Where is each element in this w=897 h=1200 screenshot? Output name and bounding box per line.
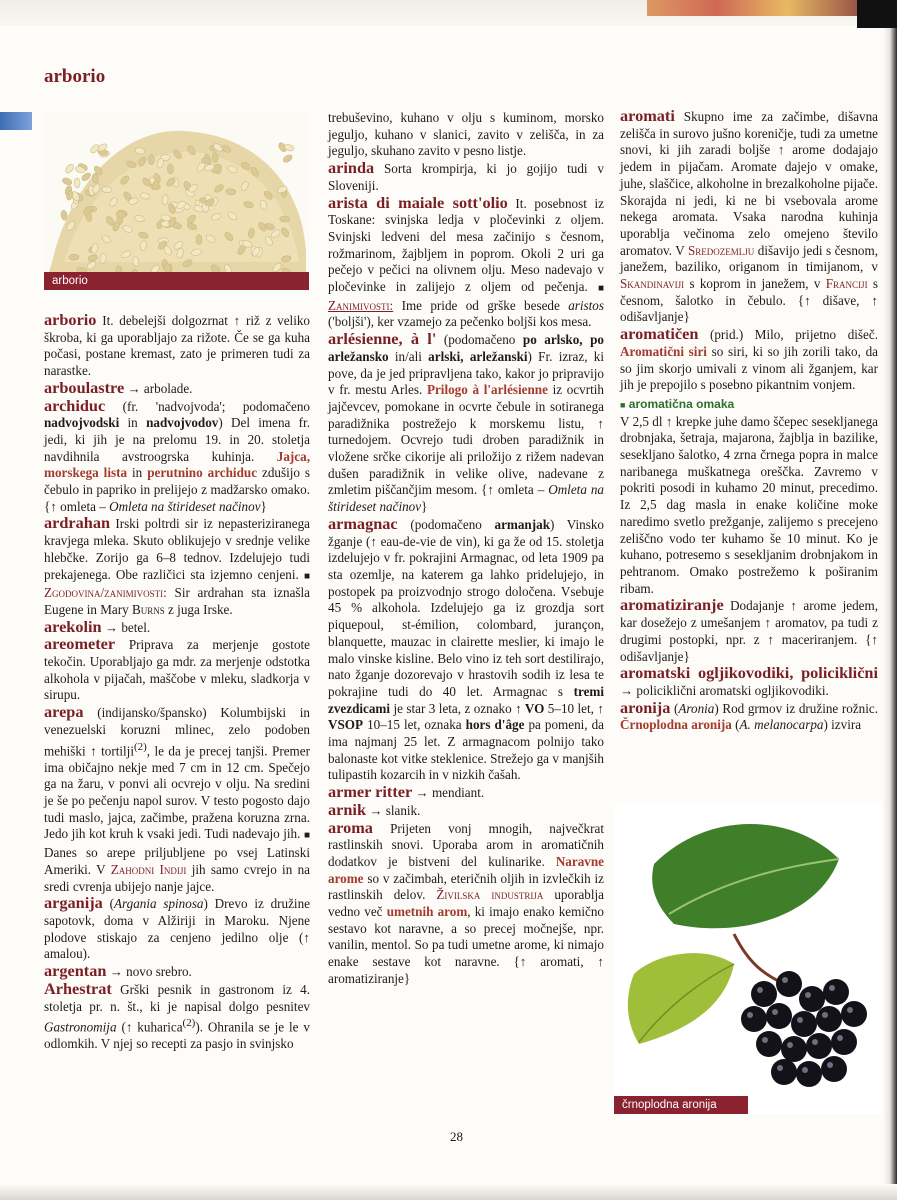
headword: arepa xyxy=(44,702,84,722)
berry-highlight xyxy=(762,1037,768,1043)
definition-text: z juga Irske. xyxy=(168,601,233,617)
region-name: Franciji xyxy=(825,276,868,292)
definition: Dodajanje ↑ arome jedem, kar dosežejo z umešanjem ↑ aromatov, pa tudi z drugimi postopki, npr. z ↑ maceriranjem. {↑ odišavljanje} xyxy=(620,598,878,664)
italic-word: aristos xyxy=(568,297,604,313)
berry-highlight xyxy=(847,1007,853,1013)
aronia-caption: črnoplodna aronija xyxy=(614,1096,748,1114)
entry-arhestrat xyxy=(44,978,310,1053)
definition-text: pa pomeni, da ima najmanj 25 let. Z armagnacom polnijo tako balonaste kot vitke steklenice. Strežejo ga v manjših tulipastih kozarcih in v nizkih čašah. xyxy=(328,717,604,783)
definition-text: je star 3 leta, z oznako xyxy=(393,700,512,716)
entry-areometer xyxy=(44,636,310,704)
headword: aroma xyxy=(328,817,373,837)
berry-highlight xyxy=(747,1012,753,1018)
section-title: arborio xyxy=(44,66,106,87)
rice-grain xyxy=(212,153,218,163)
definition-text: uporablja vedno več xyxy=(328,887,604,920)
region-name: Sredozemlju xyxy=(688,242,755,258)
headword: arborio xyxy=(44,310,97,329)
berry xyxy=(756,1031,782,1057)
italic-title: Omleta na štirideset načinov xyxy=(109,498,261,514)
berry xyxy=(799,986,825,1012)
definition-text: Grški pesnik in gastronom iz 4. stoletja pr. n. št., ki je napisal dolgo pesnitev xyxy=(44,981,310,1014)
scan-adjacent-photo-strip xyxy=(647,0,857,16)
definition-text: so siri, ki so jih zorili tako, da so jim skorjo umivali z vinom ali žganjem, kar jih je prepojilo s posebno pikantnim vonjem. xyxy=(620,343,878,393)
italic-title: Gastronomija xyxy=(44,1019,117,1035)
berry xyxy=(806,1033,832,1059)
column-2 xyxy=(328,110,604,988)
latin-name: Argania spinosa xyxy=(113,896,204,912)
recipe-title: aromatična omaka xyxy=(628,396,735,411)
headword: arlésienne, à l' xyxy=(328,329,437,349)
berry xyxy=(816,1006,842,1032)
headword: aromatski ogljikovodiki, policiklični xyxy=(620,663,878,683)
berry-highlight xyxy=(822,1012,828,1018)
chokeberry-photo xyxy=(614,804,882,1114)
bold-term: hors d'âge xyxy=(465,717,525,733)
bold-term: po arlsko, po arležansko xyxy=(328,332,604,364)
definition-text: ) Fr. izraz, ki pove, da je jed pripravljena tako, kakor jo pripravijo v fr. mestu Arles. xyxy=(328,348,604,398)
arborio-rice-photo xyxy=(44,112,309,290)
entry-armagnac xyxy=(328,513,604,784)
berry xyxy=(766,1003,792,1029)
headword: armer ritter xyxy=(328,782,413,802)
definition-text: Sir ardrahan sta iznašla Eugene in Mary xyxy=(44,585,310,617)
page-number: 28 xyxy=(450,1129,463,1144)
recipe-heading xyxy=(620,396,878,414)
definition-text: (indijansko/špansko) Kolumbijski in venezuelski koruzni mlinec, zelo podoben mehiški ↑ tortilji xyxy=(44,705,310,758)
headword: arinda xyxy=(328,158,375,178)
definition-text: trebuševino, kuhano v olju s kuminom, morsko jeguljo, kuhano v slanici, zavito v zelišča, in za jeguljo, skuhano zavito v pesno listje. xyxy=(328,110,604,159)
headword: arboulastre xyxy=(44,377,125,397)
entry-aroma xyxy=(328,817,604,988)
definition-text: 10–15 let, oznaka xyxy=(367,717,462,733)
superscript: (2) xyxy=(133,740,147,753)
emphasis-term: umetnih arom xyxy=(386,904,468,920)
bold-term: nadvojvodski xyxy=(44,415,120,431)
definition-text: ) izvira xyxy=(823,717,862,733)
column-1 xyxy=(44,312,310,1053)
bullet-marker: ■ xyxy=(303,830,310,842)
definition-text: Irski poltrdi sir iz nepasteriziranega kravjega mleka. Skuto oblikujejo v srednje velike hlebčke. Zorijo ga 6–8 tednov. Izdelujejo tudi prekajenega. Obe različici sta izjemno cenjeni. xyxy=(44,516,310,582)
headword: areometer xyxy=(44,634,116,654)
region-name: Skandinaviji xyxy=(620,276,685,292)
chokeberry-illustration xyxy=(614,804,882,1114)
scan-right-edge xyxy=(883,28,897,1200)
berry-highlight xyxy=(787,1042,793,1048)
cross-reference: → policiklični aromatski ogljikovodiki. xyxy=(620,682,829,698)
definition-text: ) Drevo iz družine sapotovk, doma v Alžiriji in Maroku. Njene plodove stiskajo za cenjeno jedilno olje (↑ amalou). xyxy=(44,896,310,962)
berry xyxy=(823,979,849,1005)
entry-aromati xyxy=(620,108,878,326)
bullet-marker: ■ xyxy=(303,570,310,582)
bullet-marker: ■ xyxy=(597,283,604,295)
berry-highlight xyxy=(782,977,788,983)
scan-bottom-edge xyxy=(0,1184,897,1200)
berry xyxy=(791,1011,817,1037)
berry-highlight xyxy=(827,1062,833,1068)
recipe-body: V 2,5 dl ↑ krepke juhe damo ščepec sesekljanega drobnjaka, šetraja, majarona, žajblja in bazilike, sesekljano šalotko, 4 zrna črnega popra in malce naribanega muškatnega oreščka. Zavremo v pokriti posodi in kuhamo 20 minut, precedimo. Iz 2,5 dag masla in enake količine moke naredimo svetlo prežganje, zalijemo s precejeno zeliščno vodo ter kuhamo še 10 minut. Ko je kuhano, potresemo s sesekljanim drobnjakom in pehtranom. Omako postrežemo k poširanim ribam. xyxy=(620,413,878,596)
column-3 xyxy=(620,108,878,734)
rice-grain xyxy=(148,155,155,165)
cross-reference: → slanik. xyxy=(369,802,421,818)
recipe-marker: ■ xyxy=(620,399,626,410)
definition-text: ) Vinsko žganje (↑ eau-de-vie de vin), ki ga že od 15. stoletja izdelujejo v fr. pokrajini Armagnac, od leta 1909 pa sta ozemlje, na katerem ga lahko pridelujejo, in postopek pa proizvodnjo strogo določena. Vsebuje 45 % alkohola. Izdelujejo ga iz grozdja sort piquepoul, st-émilion, colombard, jurançon, blanquette, mauzac in clairette meslier, ki imajo le malo vinske kisline. Belo vino iz teh sort destilirajo, nato žganje dozorevajo v hrastovih sodih iz lesa te pokrajine tudi do 40 let. Armagnac s xyxy=(328,516,604,699)
entry-arlesienne xyxy=(328,331,604,516)
scan-corner-shadow xyxy=(857,0,897,28)
arborio-caption: arborio xyxy=(44,272,309,290)
berry-highlight xyxy=(772,1009,778,1015)
superscript: (2) xyxy=(182,1017,196,1030)
bold-term: nadvojvodov xyxy=(146,415,219,431)
definition: Priprava za merjenje gostote tekočin. Uporabljajo ga mdr. za merjenje odstotka alkohola v pijačah, maščobe v mleku, sladkorja v sirupu. xyxy=(44,637,310,703)
berry-highlight xyxy=(829,985,835,991)
definition-text: ( xyxy=(735,717,740,733)
berry-highlight xyxy=(837,1035,843,1041)
headword: aromatiziranje xyxy=(620,595,724,615)
latin-name: Aronia xyxy=(678,700,715,716)
definition-text: (podomačeno xyxy=(443,332,516,348)
definition-text: (↑ kuharica xyxy=(121,1019,183,1035)
berry-highlight xyxy=(757,987,763,993)
headword: aromatičen xyxy=(620,324,699,344)
definition-text: so v začimbah, eteričnih oljih in izvlečkih iz rastlinskih delov. xyxy=(328,870,604,903)
emphasis-term: Naravne arome xyxy=(328,853,604,886)
bold-term: armanjak xyxy=(494,516,550,532)
headword: aromati xyxy=(620,106,675,125)
entry-arista xyxy=(328,192,604,332)
berry xyxy=(741,1006,767,1032)
definition-text: It. posebnost iz Toskane: svinjska ledja v pločevinki z oljem. Svinjski ledveni del mesa začinijo s česnom, rožmarinom, žajbljem in poprom. Okoli 2 uri ga pečejo v pečici na olivnem olju. Meso nadevajo v pločevinke in zalijejo z oljem od pečenja. xyxy=(328,195,604,295)
berry xyxy=(751,981,777,1007)
industry-label: Živilska industrija xyxy=(436,887,544,903)
definition-text: (fr. 'nadvojvoda'; podomačeno xyxy=(122,398,310,414)
berry xyxy=(781,1036,807,1062)
entry-arborio xyxy=(44,312,310,380)
bold-term: ↑ VSOP xyxy=(328,700,604,733)
rice-grain xyxy=(167,164,174,174)
cross-reference: → betel. xyxy=(104,619,151,635)
definition-text: s česnom, šalotko in čebulo. {↑ dišave, ↑ odišavljanje} xyxy=(620,276,878,325)
definition-text: ) Del imena fr. jedi, ki jih je na prelomu 19. in 20. stoletja navdihnila avstroogrska kuhinja. xyxy=(44,415,310,464)
berry-highlight xyxy=(802,1067,808,1073)
definition-text: } xyxy=(421,499,428,515)
berry xyxy=(831,1029,857,1055)
headword: argentan xyxy=(44,961,107,981)
definition-text: } xyxy=(260,498,267,514)
bold-term: arlski, arležanski xyxy=(428,348,528,364)
definition: Sorta krompirja, ki jo gojijo tudi v Sloveniji. xyxy=(328,161,604,193)
cross-reference: → arbolade. xyxy=(127,380,193,396)
headword: arekolin xyxy=(44,616,102,636)
emphasis-term: Jajca, morskega lista xyxy=(44,448,310,481)
berry-highlight xyxy=(797,1017,803,1023)
berry-highlight xyxy=(805,992,811,998)
berry-highlight xyxy=(812,1039,818,1045)
definition-text: 5–10 let, xyxy=(547,700,594,716)
definition-text: , le da je precej tanjši. Premer ima običajno nekje med 7 cm in 12 cm. Spečejo ga na žaru, v ponvi ali ocvrejo v olju. Na sredini je še po pečenju napol surov. V testo pogosto dajo tudi maslo, jajca, začimbe, pražena koruzna zrna. Jedo jih kot kruh k vsaki jedi. Tudi nadevajo jih. xyxy=(44,742,310,842)
definition-text: Danes so arepe priljubljene po vsej Latinski Ameriki. V xyxy=(44,845,310,877)
entry-aromaticen xyxy=(620,326,878,394)
definition-text: ). Ohranila se je le v odlomkih. V njej so recepti za pasjo in svinjsko xyxy=(44,1019,310,1052)
surname: Burns xyxy=(131,601,165,617)
rice-grain xyxy=(74,178,80,188)
headword: aronija xyxy=(620,697,671,717)
entry-aromatski-ogljikovodiki xyxy=(620,665,878,699)
headword: armagnac xyxy=(328,513,398,533)
definition-text: jih samo cvrejo in na sredi cvrenja ubijejo nanje jajce. xyxy=(44,861,310,894)
emphasis-term: perutnino archiduc xyxy=(147,465,258,481)
definition-text: dišavijo jedi s česnom, janežem, baziliko, origanom in timijanom, v xyxy=(620,242,878,275)
entry-ardrahan xyxy=(44,515,310,618)
definition-text: , ki imajo enako kemično sestavo kot naravne, a so precej močnejše, npr. vanilin, mentol. So pa tudi umetne arome, ki nimajo enake sestave kot naravne. {↑ aromati, ↑ aromatiziranje} xyxy=(328,904,604,986)
entry-armer-ritter xyxy=(328,784,604,802)
notes-label: Zanimivosti: xyxy=(328,297,394,313)
berry xyxy=(771,1059,797,1085)
berry-highlight xyxy=(777,1065,783,1071)
rice-grain xyxy=(69,254,79,260)
entry-arhestrat-continued xyxy=(328,110,604,160)
headword: arganija xyxy=(44,893,103,913)
entry-archiduc xyxy=(44,395,310,516)
rice-grain xyxy=(196,234,202,244)
region-name: Zahodni Indiji xyxy=(110,861,187,877)
bold-term: tremi zvezdicami xyxy=(328,683,604,716)
berry xyxy=(821,1056,847,1082)
berry xyxy=(796,1061,822,1087)
cross-reference: → novo srebro. xyxy=(109,964,192,980)
italic-title: Omleta na štirideset načinov xyxy=(328,482,604,515)
definition-text: iz ocvrtih jajčevcev, pomokane in ocvrte čebule in sotiranega paradižnika postrežejo k morskemu listu, ↑ turnedojem. Ocvrejo tudi droben paradižnik in vložene srčke cikorije ali priložijo z rižem nadevan dušen paradižnik in velike olive, nadevane z zmletim piščančjim mesom. {↑ omleta – xyxy=(328,382,604,498)
headword: ardrahan xyxy=(44,513,111,533)
definition-text: in/ali xyxy=(394,348,422,364)
definition-text: (prid.) Milo, prijetno dišeč. xyxy=(709,327,878,343)
definition: It. debelejši dolgozrnat ↑ riž z veliko škroba, ki ga uporabljajo za rižote. Če se ga kuha počasi, postane kremast, zato je primeren tudi za narastke. xyxy=(44,313,310,379)
entry-arinda xyxy=(328,160,604,194)
entry-aromatiziranje xyxy=(620,597,878,665)
headword: Arhestrat xyxy=(44,978,112,998)
definition-text: Prijeten vonj mnogih, največkrat rastlinskih snovi. Uporaba arom in aromatičnih dodatkov je bistveni del kulinarike. xyxy=(328,820,604,869)
emphasis-term: Prilogo à l'arlésienne xyxy=(426,382,548,398)
entry-arganija: arganija (Argania spinosa) Drevo iz družine sapotovk, doma v Alžiriji in Maroku. Njene plodove stiskajo za cenjeno jedilno olje (↑ amalou). xyxy=(44,893,310,962)
entry-aronija: aronija (Aronia) Rod grmov iz družine rožnic. Črnoplodna aronija (A. melanocarpa) izvira xyxy=(620,697,878,733)
cross-reference: → mendiant. xyxy=(415,785,485,801)
definition-text: (podomačeno xyxy=(410,516,482,532)
bold-term: ↑ VO xyxy=(515,700,545,716)
section-tab-marker xyxy=(0,112,32,130)
definition-text: ('boljši'), ker vzamejo za pečenko boljši kos mesa. xyxy=(328,314,592,330)
history-label: Zgodovina/zanimivosti: xyxy=(44,585,167,601)
definition-text: in xyxy=(127,415,138,431)
emphasis-term: Črnoplodna aronija xyxy=(620,717,732,733)
headword: arista di maiale sott'olio xyxy=(328,192,508,212)
emphasis-term: Aromatični siri xyxy=(620,343,707,359)
berry xyxy=(776,971,802,997)
berry xyxy=(841,1001,867,1027)
definition-text: s koprom in janežem, v xyxy=(689,276,821,292)
definition-text: ) Rod grmov iz družine rožnic. xyxy=(714,700,878,716)
headword: archiduc xyxy=(44,395,106,415)
definition-text: Ime pride od grške besede xyxy=(401,297,560,313)
headword: arnik xyxy=(328,799,367,819)
rice-illustration xyxy=(44,112,309,290)
definition-text: zdušijo s čebulo in papriko in prelijejo z madžarsko omako. {↑ omleta – xyxy=(44,465,310,514)
definition-text: Skupno ime za začimbe, dišavna zelišča in surovo jušno koreničje, tudi za umetne snovi, ki jih zaradi boljše ↑ arome dodajajo jedem in pijačam. Aromate dajejo v omake, juhe, slaščice, alkoholne in brezalkoholne pijače. Skorajda ni jedi, ki ne bi vsebovala arome nekega aromata. Vsaka narodna kuhinja uporablja večinoma zelo omejeno število aromatov. V xyxy=(620,109,878,258)
entry-arepa xyxy=(44,704,310,895)
latin-name: A. melanocarpa xyxy=(739,717,824,733)
definition-text: in xyxy=(132,465,143,481)
